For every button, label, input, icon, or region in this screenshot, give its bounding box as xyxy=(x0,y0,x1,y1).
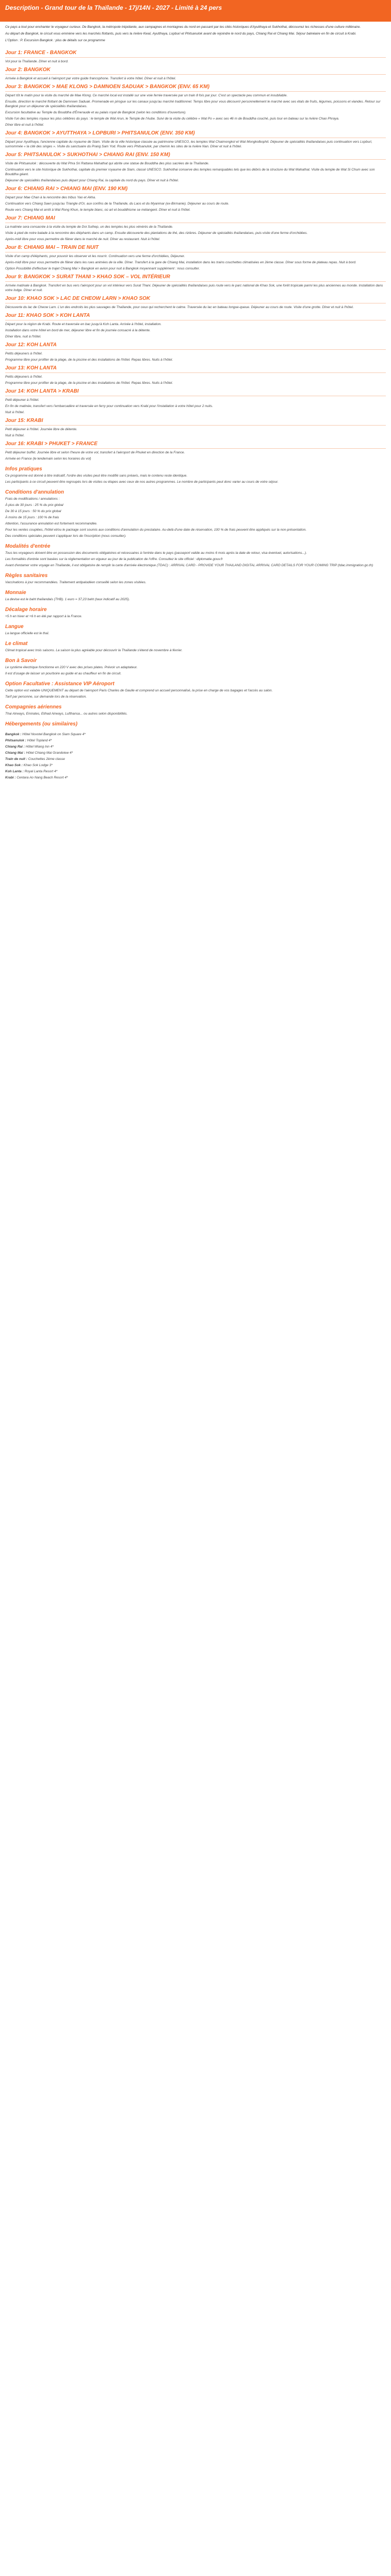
info-section xyxy=(0,641,391,653)
info-section xyxy=(0,704,391,716)
day-block xyxy=(0,365,391,385)
day-paragraph: Découverte du lac de Cheow Larn. L'un des endroits les plus sauvages de Thaïlande, pour ceux qui recherchent le calme. Traversée du lac en bateau longue-queue. Déjeuner au cours de route. Visite d'une grotte. Dîner et nuit à l'hôtel. xyxy=(5,306,354,309)
section-body xyxy=(5,473,386,484)
page-header xyxy=(0,0,391,22)
day-paragraph: Dîner libre, nuit à l'hôtel. xyxy=(5,335,41,338)
day-paragraph: Petits déjeuners à l'hôtel. xyxy=(5,375,43,379)
day-description xyxy=(5,351,386,362)
section-title: Bon à Savoir xyxy=(5,658,37,664)
info-section xyxy=(0,658,391,676)
day-block xyxy=(0,388,391,415)
day-paragraph: Continuation vers Chiang Saen jusqu'au Triangle d'Or, aux confins de la Thaïlande, du Laos et du Myanmar (ex-Birmanie). Déjeuner au cours de route. xyxy=(5,202,230,206)
section-body xyxy=(5,614,386,619)
accommodation-hotel: Couchettes 2ème classe xyxy=(28,757,65,761)
section-title: Conditions d'annulation xyxy=(5,489,64,495)
section-body xyxy=(5,597,386,602)
day-description xyxy=(5,322,386,339)
day-paragraph: Continuation vers le site historique de Sukhothai, capitale du premier royaume de Siam, classé UNESCO. Sukhothai conserve des temples remarquables tels que les débris de la structure du Wat Mahathat. Visite du temple de Wat Si Chum avec son Bouddha géant. xyxy=(5,168,375,176)
day-paragraph: Route vers Chiang Mai et arrêt à Wat Rong Khun, le temple blanc, où art et bouddhisme se mélangent. Dîner et nuit à l'hôtel. xyxy=(5,208,191,212)
info-section xyxy=(0,466,391,484)
page-title: Description - Grand tour de la Thaïlande - 17j/14N - 2027 - Limité à 24 pers xyxy=(5,4,222,11)
day-block xyxy=(0,152,391,183)
section-title: Option Facultative : Assistance VIP Aéroport xyxy=(5,681,115,687)
section-paragraph: Avant d'entamer votre voyage en Thaïlande, il est obligatoire de remplir la carte d'arrivée électronique (TDAC) : ARRIVAL CARD - PROVIDE YOUR THAILAND DIGITAL ARRIVAL CARD DETAILS FOR YOUR COMING TRIP (tdac.immigration.go.th) xyxy=(5,564,373,567)
info-section xyxy=(0,607,391,619)
day-block xyxy=(0,84,391,127)
day-description xyxy=(5,283,386,293)
accommodation-city: Chiang Rai : xyxy=(5,745,25,749)
day-title: Jour 4: BANGKOK > AYUTTHAYA > LOPBURI > PHITSANULOK (ENV. 350 KM) xyxy=(5,130,386,138)
day-block xyxy=(0,50,391,64)
day-title: Jour 3: BANGKOK > MAE KLONG > DAMNOEN SADUAK > BANGKOK (ENV. 65 KM) xyxy=(5,84,386,92)
accommodation-item xyxy=(5,763,386,768)
day-block xyxy=(0,130,391,149)
info-section xyxy=(0,544,391,568)
day-paragraph: Visite de Phitsanulok : découverte du Wat Phra Sri Rattana Mahathat qui abrite une statue de Bouddha des plus sacrées de la Thaïlande. xyxy=(5,162,209,165)
day-block xyxy=(0,313,391,339)
day-title: Jour 6: CHIANG RAI > CHIANG MAI (ENV. 190 KM) xyxy=(5,186,386,194)
section-title: Hébergements (ou similaires) xyxy=(5,721,78,727)
day-block xyxy=(0,186,391,212)
info-section xyxy=(0,573,391,585)
day-paragraph: Petit déjeuner buffet. Journée libre et selon l'heure de votre vol, transfert à l'aéroport de Phuket en direction de la France. xyxy=(5,451,185,454)
day-description xyxy=(5,398,386,415)
day-title: Jour 16: KRABI > PHUKET > FRANCE xyxy=(5,441,386,449)
day-description xyxy=(5,76,386,81)
day-description xyxy=(5,375,386,385)
section-body xyxy=(5,711,386,716)
day-paragraph: Nuit à l'hôtel. xyxy=(5,434,25,437)
section-paragraph: Attention, l'assurance annulation est fortement recommandée. xyxy=(5,522,97,526)
intro-paragraph: Ce pays a tout pour enchanter le voyageur curieux. De Bangkok, la métropole trépidante, aux campagnes et montagnes du nord en passant par les cités historiques d'Ayutthaya et Sukhothai, découvrez les richesses d'une culture millénaire. xyxy=(5,25,361,29)
section-paragraph: La langue officielle est le thaï. xyxy=(5,632,50,635)
section-paragraph: Vaccinations à jour recommandées. Traitement antipaludéen conseillé selon les zones visitées. xyxy=(5,581,146,584)
day-paragraph: Après-midi libre pour vous permettre de flâner dans le marché de nuit. Dîner au restaurant. Nuit à l'hôtel. xyxy=(5,238,160,241)
day-description xyxy=(5,450,386,461)
accommodation-hotel: Hôtel Wiang Inn 4* xyxy=(25,745,54,749)
accommodation-item xyxy=(5,738,386,743)
accommodations-list xyxy=(0,732,391,780)
day-description xyxy=(5,195,386,212)
section-body xyxy=(5,551,386,568)
accommodation-item xyxy=(5,757,386,761)
section-paragraph: Thai Airways, Emirates, Etihad Airways, Lufthansa... ou autres selon disponibilités. xyxy=(5,712,128,716)
day-title: Jour 11: KHAO SOK > KOH LANTA xyxy=(5,313,386,320)
day-title: Jour 10: KHAO SOK > LAC DE CHEOW LARN > KHAO SOK xyxy=(5,296,386,303)
day-paragraph: Après-midi libre pour vous permettre de flâner dans les rues animées de la ville. Dîner. Transfert à la gare de Chiang Mai, installation dans les trains couchettes climatisées en 2ème classe. Dîner sous forme de plateau repas. Nuit à bord. xyxy=(5,261,356,264)
info-section xyxy=(0,590,391,602)
itinerary xyxy=(0,50,391,461)
day-paragraph: Départ pour la région de Krabi. Route et traversée en bac jusqu'à Koh Lanta. Arrivée à l'hôtel, installation. xyxy=(5,323,162,326)
section-paragraph: Il est d'usage de laisser un pourboire au guide et au chauffeur en fin de circuit. xyxy=(5,672,122,675)
accommodation-city: Bangkok : xyxy=(5,733,22,736)
info-sections xyxy=(0,466,391,727)
accommodation-city: Phitsanulok : xyxy=(5,739,26,742)
day-paragraph: Petits déjeuners à l'hôtel. xyxy=(5,352,43,355)
day-paragraph: Vol pour la Thaïlande. Dîner et nuit à bord. xyxy=(5,60,69,63)
section-paragraph: Les formalités d'entrée sont basées sur la réglementation en vigueur au jour de la publication de l'offre. Consultez le site officiel : diplomatie.gouv.fr xyxy=(5,557,223,561)
day-title: Jour 1: FRANCE - BANGKOK xyxy=(5,50,386,58)
section-body xyxy=(5,688,386,699)
day-title: Jour 15: KRABI xyxy=(5,418,386,426)
day-title: Jour 7: CHIANG MAI xyxy=(5,215,386,223)
section-title: Règles sanitaires xyxy=(5,573,48,579)
day-title: Jour 2: BANGKOK xyxy=(5,67,386,75)
day-description xyxy=(5,254,386,271)
info-section xyxy=(0,681,391,699)
day-paragraph: Arrivée matinale à Bangkok. Transfert en bus vers l'aéroport pour un vol intérieur vers Surat Thani. Déjeuner de spécialités thaïlandaises puis route vers le parc national de Khao Sok, une forêt tropicale parmi les plus anciennes au monde. Installation dans votre lodge. Dîner et nuit. xyxy=(5,284,383,292)
section-title: Compagnies aériennes xyxy=(5,704,62,710)
day-paragraph: Visite l'un des temples royaux les plus célèbres du pays : le temple de Wat Arun, le Temple de l'Aube. Suivi de la visite du célèbre « Wat Po » avec ses 46 m de Bouddha couché, puis tour en bateau sur la rivière Chao Phraya. xyxy=(5,117,339,121)
accommodation-item xyxy=(5,744,386,749)
day-description xyxy=(5,427,386,438)
section-paragraph: Le système électrique fonctionne en 220 V avec des prises plates. Prévoir un adaptateur. xyxy=(5,666,138,669)
section-paragraph: Des conditions spéciales peuvent s'appliquer lors de l'inscription (nous consulter). xyxy=(5,534,126,538)
day-paragraph: Départ tôt le matin pour la visite du marché de Mae Klong. Ce marché local est installé sur une voie ferrée traversée par un train 8 fois par jour. C'est un spectacle peu commun et inoubliable. xyxy=(5,94,288,97)
section-paragraph: Frais de modifications / annulations : xyxy=(5,497,60,501)
accommodation-hotel: Hôtel Novotel Bangkok on Siam Square 4* xyxy=(22,733,86,736)
day-paragraph: Déjeuner de spécialités thaïlandaises puis départ pour Chiang Rai, la capitale du nord du pays. Dîner et nuit à l'hôtel. xyxy=(5,179,179,182)
day-paragraph: Dîner libre et nuit à l'hôtel. xyxy=(5,123,44,127)
accommodation-item xyxy=(5,751,386,755)
day-title: Jour 14: KOH LANTA > KRABI xyxy=(5,388,386,396)
accommodation-hotel: Royal Lanta Resort 4* xyxy=(24,770,58,773)
section-paragraph: Pour les ventes couplées, l'hôtel et/ou le package sont soumis aux conditions d'annulation du prestataire. Au-delà d'une date de réservation, 100 % de frais peuvent être appliqués sur la non-présentation. xyxy=(5,528,307,532)
section-paragraph: À moins de 15 jours : 100 % de frais xyxy=(5,516,59,519)
day-title: Jour 13: KOH LANTA xyxy=(5,365,386,373)
section-paragraph: De 30 à 15 jours : 50 % du prix global xyxy=(5,510,61,513)
section-body xyxy=(5,580,386,585)
day-paragraph: En fin de matinée, transfert vers l'embarcadère et traversée en ferry pour continuation vers Krabi pour l'installation à votre hôtel pour 2 nuits. xyxy=(5,404,213,408)
day-paragraph: Programme libre pour profiter de la plage, de la piscine et des installations de l'hôtel. Repas libres. Nuits à l'hôtel. xyxy=(5,381,173,385)
day-paragraph: Départ pour Mae Chan à la rencontre des tribus Yao et Akha. xyxy=(5,196,96,199)
page xyxy=(0,0,391,780)
day-title: Jour 12: KOH LANTA xyxy=(5,342,386,350)
section-paragraph: Tarif par personne, sur demande lors de la réservation. xyxy=(5,695,87,699)
day-paragraph: Nuit à l'hôtel. xyxy=(5,411,25,414)
day-block xyxy=(0,215,391,242)
section-title: Modalités d'entrée xyxy=(5,544,51,549)
day-block xyxy=(0,418,391,438)
section-body xyxy=(5,665,386,676)
day-title: Jour 5: PHITSANULOK > SUKHOTHAI > CHIANG RAI (ENV. 150 KM) xyxy=(5,152,386,160)
accommodation-city: Krabi : xyxy=(5,776,16,779)
day-paragraph: Petit déjeuner à l'hôtel. xyxy=(5,398,39,402)
day-description xyxy=(5,93,386,127)
day-paragraph: Ensuite, direction le marché flottant de Damnoen Saduak. Promenade en pirogue sur les canaux jusqu'au marché traditionnel. Temps libre pour vous découvrir personnellement le marché avec ses étals de fruits, légumes, poissons et viandes. Retour sur Bangkok pour un déjeuner de spécialités thaïlandaises. xyxy=(5,100,381,108)
section-title: Langue xyxy=(5,624,24,630)
day-description xyxy=(5,140,386,149)
day-paragraph: Installation dans votre hôtel en bord de mer, déjeuner libre et fin de journée consacré à la détente. xyxy=(5,329,151,332)
day-description xyxy=(5,305,386,310)
day-paragraph: Arrivée à Bangkok et accueil à l'aéroport par votre guide francophone. Transfert à votre hôtel. Dîner et nuit à l'hôtel. xyxy=(5,77,176,80)
info-section xyxy=(0,721,391,727)
info-section xyxy=(0,624,391,636)
day-paragraph: Départ pour Ayutthaya, l'ancienne capitale du royaume de Siam. Visite de la ville historique classée au patrimoine UNESCO, les temples Wat Chaimongkol et Wat Mongkolbophit. Déjeuner de spécialités thaïlandaises puis continuation vers Lopburi, surnommée « la cité des singes ». Visite du sanctuaire du Prang Sam Yod. Route vers Phitsanulok, par chemin les sites de la rivière Nan. Dîner et nuit à l'hôtel. xyxy=(5,140,372,148)
section-title: Décalage horaire xyxy=(5,607,47,613)
section-body xyxy=(5,631,386,636)
section-body xyxy=(5,648,386,653)
section-body xyxy=(5,497,386,538)
section-paragraph: Climat tropical avec trois saisons. La saison la plus agréable pour découvrir la Thaïlande s'étend de novembre à février. xyxy=(5,649,183,652)
day-paragraph: Visite d'un camp d'éléphants, pour pouvoir les observer et les nourrir. Continuation vers une ferme d'orchidées, Déjeuner. xyxy=(5,255,185,258)
intro-section xyxy=(0,22,391,47)
section-paragraph: Les participants à ce circuit peuvent être regroupés lors de visites ou étapes avec ceux de nos autres programmes. Le nombre de participants peut donc varier au cours de votre séjour. xyxy=(5,480,279,484)
day-block xyxy=(0,274,391,293)
day-block xyxy=(0,245,391,271)
day-paragraph: Visite à pied de notre balade à la rencontre des éléphants dans un camp. Ensuite découverte des plantations de thé, des rizières. Déjeuner de spécialités thaïlandaises, puis visite d'une ferme d'orchidées. xyxy=(5,231,308,235)
day-block xyxy=(0,441,391,461)
section-title: Le climat xyxy=(5,641,28,647)
day-title: Jour 9: BANGKOK > SURAT THANI > KHAO SOK – VOL INTÉRIEUR xyxy=(5,274,386,282)
day-paragraph: Excursion facultative au Temple du Bouddha d'Émeraude et au palais royal de Bangkok (selon les conditions d'ouverture). xyxy=(5,111,186,114)
day-description xyxy=(5,161,386,183)
day-paragraph: Programme libre pour profiter de la plage, de la piscine et des installations de l'hôtel. Repas libres. Nuits à l'hôtel. xyxy=(5,358,173,362)
day-title: Jour 8: CHIANG MAI – TRAIN DE NUIT xyxy=(5,245,386,252)
section-paragraph: Ce programme est donné à titre indicatif, l'ordre des visites peut être modifié sans préavis, mais le contenu reste identique. xyxy=(5,474,188,478)
accommodation-item xyxy=(5,769,386,774)
intro-paragraph: Au départ de Bangkok, le circuit vous emmène vers les marchés flottants, puis vers la rivière Kwaï, Ayutthaya, Lopburi et Phitsanulok avant de rejoindre le nord du pays, Chiang Rai et Chiang Mai. Séjour balnéaire en fin de circuit à Krabi. xyxy=(5,32,356,36)
accommodation-city: Chiang Mai : xyxy=(5,751,25,755)
day-description xyxy=(5,59,386,64)
accommodation-city: Khao Sok : xyxy=(5,764,23,767)
day-block xyxy=(0,67,391,81)
section-paragraph: La devise est le baht thaïlandais (THB). 1 euro = 37,23 baht (taux indicatif au 2025). xyxy=(5,598,130,601)
info-section xyxy=(0,489,391,538)
accommodation-hotel: Hôtel Chiang Mai Grandview 4* xyxy=(26,751,73,755)
day-paragraph: Arrivée en France (le lendemain selon les horaires du vol) xyxy=(5,457,91,461)
section-title: Monnaie xyxy=(5,590,26,596)
section-paragraph: Tous les voyageurs doivent être en possession des documents obligatoires et nécessaires à l'entrée dans le pays (passeport valide au moins 6 mois après la date de retour, visa éventuel, autorisations...). xyxy=(5,551,307,555)
intro-paragraph: L'Option : P. Excursion Bangkok : plus de détails sur ce programme xyxy=(5,39,105,42)
accommodation-city: Train de nuit : xyxy=(5,757,27,761)
section-paragraph: +5 h en hiver et +6 h en été par rapport à la France. xyxy=(5,615,83,618)
accommodation-item xyxy=(5,732,386,737)
section-paragraph: Cette option est valable UNIQUEMENT au départ de l'aéroport Paris Charles de Gaulle et comprend un accueil personnalisé, la prise en charge de vos bagages et l'accès au salon. xyxy=(5,689,273,692)
accommodation-hotel: Hôtel Topland 4* xyxy=(27,739,52,742)
accommodation-hotel: Khao Sok Lodge 3* xyxy=(23,764,53,767)
day-paragraph: La matinée sera consacrée à la visite du temple de Doi Suthep, un des temples les plus vénérés de la Thaïlande. xyxy=(5,225,173,229)
accommodation-item xyxy=(5,775,386,780)
day-paragraph: Option Possibilité d'effectuer le trajet Chiang Mai > Bangkok en avion pour nuit à Bangkok moyennant supplément : nous consulter. xyxy=(5,267,200,270)
section-paragraph: À plus de 30 jours : 25 % du prix global xyxy=(5,503,63,507)
day-block xyxy=(0,342,391,362)
day-description xyxy=(5,225,386,242)
section-title: Infos pratiques xyxy=(5,466,42,472)
accommodation-hotel: Centara Ao Nang Beach Resort 4* xyxy=(17,776,68,779)
day-paragraph: Petit déjeuner à l'hôtel. Journée libre de détente. xyxy=(5,428,77,431)
day-block xyxy=(0,296,391,310)
accommodation-city: Koh Lanta : xyxy=(5,770,24,773)
